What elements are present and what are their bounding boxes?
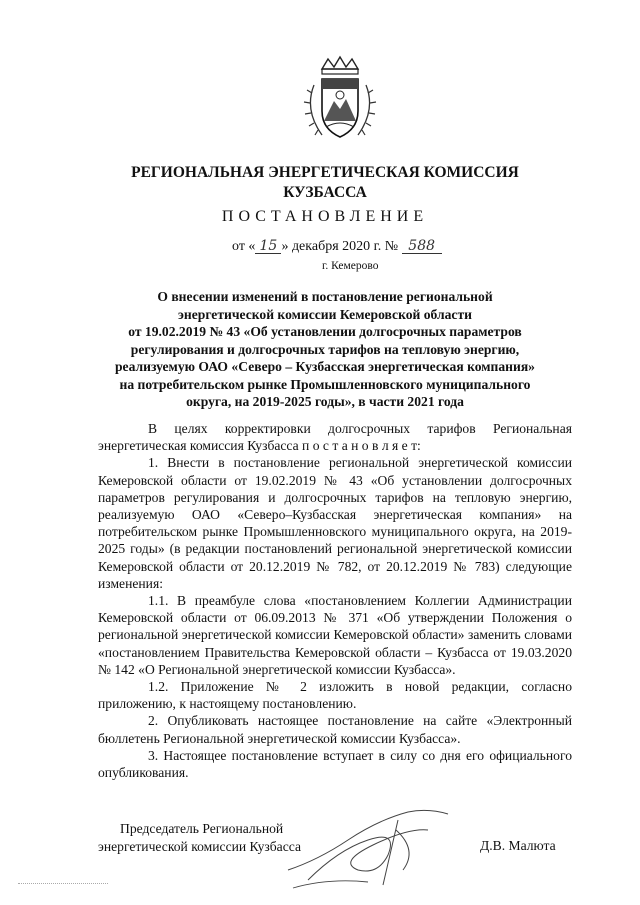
signatory-position-line2: энергетической комиссии Кузбасса [98, 839, 301, 854]
date-suffix: » декабря 2020 г. № [281, 239, 399, 254]
handwritten-signature [278, 800, 468, 895]
city-label: г. Кемерово [322, 260, 379, 272]
body-paragraph: 1.1. В преамбуле слова «постановлением Коллегии Администрации Кемеровской области от 06.09.2013 № 371 «Об утверждении Положения о региональной энергетической комиссии Кемеровской области» заменить словами «постановлением Правительства Кемеровской области – Кузбасса от 19.03.2020 № 142 «О Региональной энергетической комиссии Кузбасса». [98, 593, 572, 677]
body-paragraph: 3. Настоящее постановление вступает в силу со дня его официального опубликования. [98, 747, 572, 781]
signatory-position [98, 820, 301, 856]
document-body [98, 420, 572, 781]
organization-name-line1: РЕГИОНАЛЬНАЯ ЭНЕРГЕТИЧЕСКАЯ КОМИССИЯ [131, 164, 519, 181]
document-title [98, 288, 552, 411]
document-date-line [232, 239, 442, 255]
body-paragraph: 1. Внести в постановление региональной энергетической комиссии Кемеровской области от 19.02.2019 № 43 «Об установлении долгосрочных параметров регулирования и долгосрочных тарифов на тепловую энергию, реализуемую ОАО «Северо–Кузбасская энергетическая компания» на потребительском рынке Промышленновского муниципального округа, на 2019-2025 годы» (в редакции постановлений региональной энергетической комиссии Кемеровской области от 20.12.2019 № 782, от 20.12.2019 № 783) следующие изменения: [98, 455, 572, 591]
scan-artifact-divider [18, 883, 108, 884]
title-line: реализуемую ОАО «Северо – Кузбасская энергетическая компания» [115, 359, 535, 374]
body-paragraph: 2. Опубликовать настоящее постановление на сайте «Электронный бюллетень Региональной энергетической комиссии Кузбасса». [98, 713, 572, 746]
date-day-handwritten: 15 [255, 239, 281, 254]
title-line: энергетической комиссии Кемеровской области [178, 306, 472, 322]
body-paragraph: 1.2. Приложение № 2 изложить в новой редакции, согласно приложению, к настоящему постановлению. [98, 679, 572, 712]
date-prefix: от « [232, 239, 256, 254]
title-line: О внесении изменений в постановление региональной [157, 289, 493, 304]
document-type: ПОСТАНОВЛЕНИЕ [221, 208, 429, 225]
body-paragraph: В целях корректировки долгосрочных тарифов Региональная энергетическая комиссия Кузбасса п о с т а н о в л я е т: [98, 421, 572, 454]
coat-of-arms-emblem [300, 55, 380, 145]
title-line: от 19.02.2019 № 43 «Об установлении долгосрочных параметров [128, 324, 522, 339]
title-line: округа, на 2019-2025 годы», в части 2021 года [186, 394, 464, 409]
signatory-name: Д.В. Малюта [480, 838, 556, 853]
title-line: на потребительском рынке Промышленновского муниципального [119, 376, 531, 392]
signatory-position-line1: Председатель Региональной [120, 821, 284, 836]
document-number-handwritten: 588 [402, 239, 442, 254]
title-line: регулирования и долгосрочных тарифов на тепловую энергию, [130, 341, 520, 357]
organization-name-line2: КУЗБАССА [283, 184, 367, 201]
organization-name [100, 163, 550, 203]
